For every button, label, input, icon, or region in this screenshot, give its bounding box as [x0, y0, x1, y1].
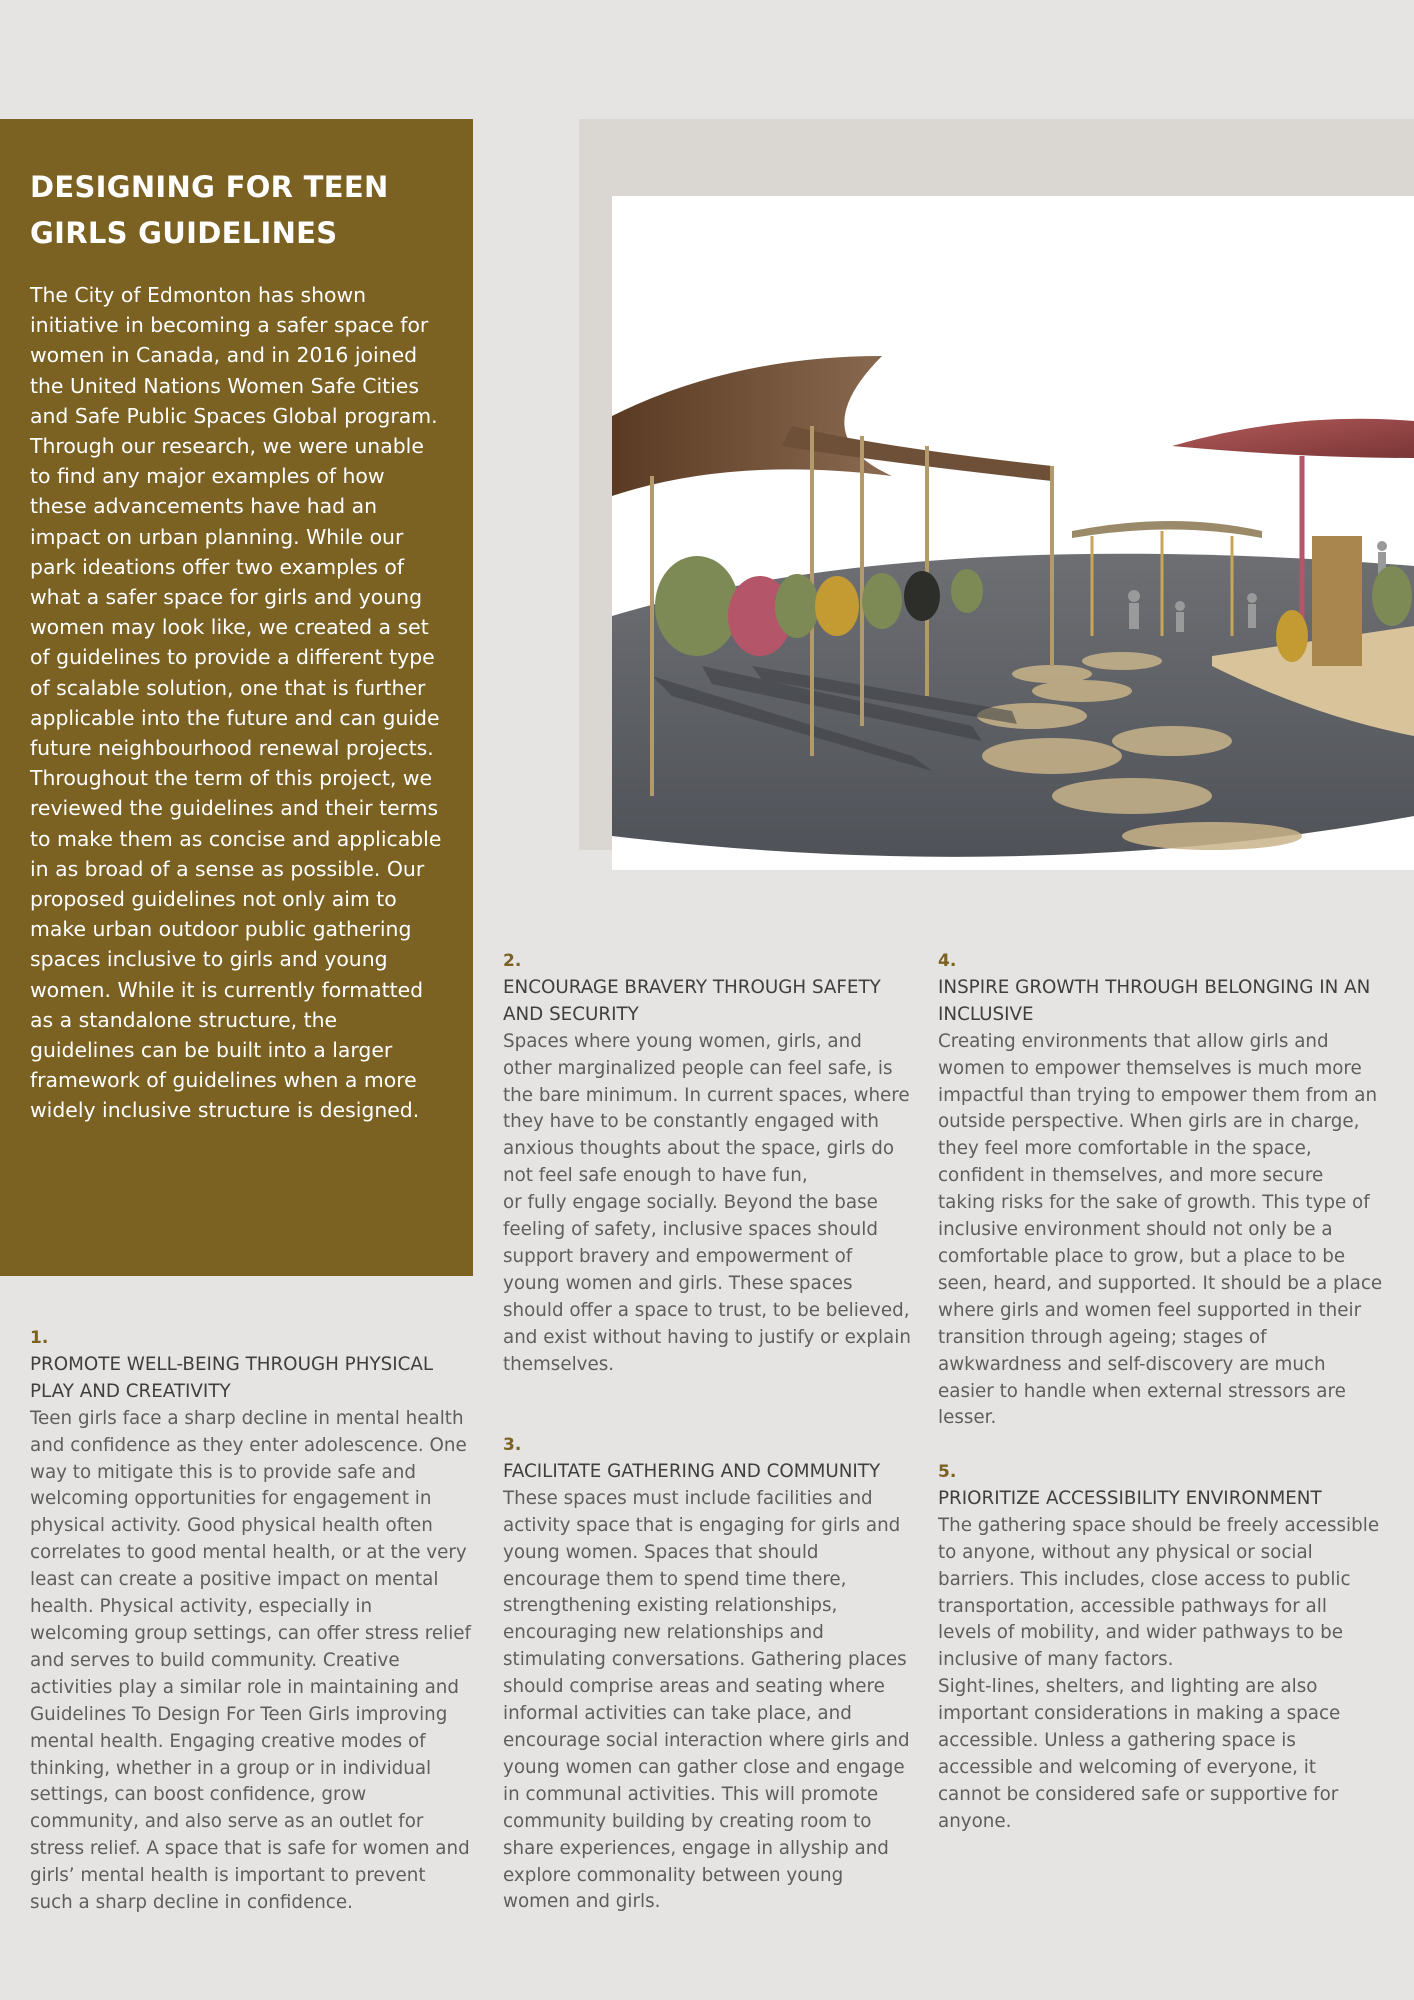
- guideline-1: [30, 1325, 472, 1917]
- guideline-heading: ENCOURAGE BRAVERY THROUGH SAFETY AND SECURITY: [503, 976, 881, 1025]
- park-rendering-illustration: [612, 196, 1414, 870]
- page-title: DESIGNING FOR TEEN GIRLS GUIDELINES: [30, 170, 389, 250]
- guideline-heading: PRIORITIZE ACCESSIBILITY ENVIRONMENT: [938, 1487, 1322, 1509]
- guideline-body: [503, 1486, 913, 1917]
- intro-paragraph: The City of Edmonton has shown initiative in becoming a safer space for women in Canada, and in 2016 joined the United Nations Women Safe Cities and Safe Public Spaces Global program. Through our research, we were unable to find any major examples of how these advancements have had an impact on urban planning. While our park ideations offer two examples of what a safer space for girls and young women may look like, we created a set of guidelines to provide a different type of scalable solution, one that is further applicable into the future and can guide future neighbourhood renewal projects. Throughout the term of this project, we reviewed the guidelines and their terms to make them as concise and applicable in as broad of a sense as possible. Our proposed guidelines not only aim to make urban outdoor public gathering spaces inclusive to girls and young women. While it is currently formatted as a standalone structure, the guidelines can be built into a larger framework of guidelines when a more widely inclusive structure is designed.: [30, 283, 442, 1123]
- guideline-paragraph: The gathering space should be freely accessible to anyone, without any physical or social barriers. This includes, close access to public transportation, accessible pathways for all levels of mobility, and wider pathways to be inclusive of many factors.: [938, 1514, 1380, 1671]
- guideline-number: 2.: [503, 951, 522, 971]
- guideline-heading: FACILITATE GATHERING AND COMMUNITY: [503, 1460, 881, 1482]
- guideline-body: [938, 1029, 1383, 1433]
- guideline-paragraph: Sight-lines, shelters, and lighting are also important considerations in making a space accessible. Unless a gathering space is accessible and welcoming of everyone, it cannot be considered safe or supportive for anyone.: [938, 1676, 1341, 1832]
- guideline-paragraph: Spaces where young women, girls, and other marginalized people can feel safe, is the bare minimum. In current spaces, where they have to be constantly engaged with anxious thoughts about the space, girls do not feel safe enough to have fun,: [503, 1030, 910, 1187]
- guideline-number: 5.: [938, 1462, 957, 1482]
- guideline-heading: PROMOTE WELL-BEING THROUGH PHYSICAL PLAY AND CREATIVITY: [30, 1353, 434, 1402]
- guideline-number: 3.: [503, 1435, 522, 1455]
- guideline-body: [503, 1029, 913, 1379]
- guideline-number: 1.: [30, 1328, 49, 1348]
- guideline-heading: INSPIRE GROWTH THROUGH BELONGING IN AN INCLUSIVE: [938, 976, 1371, 1025]
- guideline-2: [503, 948, 913, 1379]
- guideline-paragraph: Teen girls face a sharp decline in mental health and confidence as they enter adolescence. One way to mitigate this is to provide safe and welcoming opportunities for engagement in physical activity. Good physical health often correlates to good mental health, or at the very least can create a positive impact on mental health. Physical activity, especially in welcoming group settings, can offer stress relief and serves to build community. Creative activities play a similar role in maintaining and Guidelines To Design For Teen Girls improving mental health. Engaging creative modes of thinking, whether in a group or in individual settings, can boost confidence, grow community, and also serve as an outlet for stress relief. A space that is safe for women and girls’ mental health is important to prevent such a sharp decline in confidence.: [30, 1407, 471, 1914]
- guideline-number: 4.: [938, 951, 957, 971]
- intro-panel: [0, 119, 473, 1276]
- guideline-4: [938, 948, 1383, 1432]
- guideline-paragraph: or fully engage socially. Beyond the base feeling of safety, inclusive spaces should support bravery and empowerment of young women and girls. These spaces should offer a space to trust, to be believed, and exist without having to justify or explain themselves.: [503, 1192, 911, 1375]
- guideline-paragraph: These spaces must include facilities and activity space that is engaging for girls and young women. Spaces that should encourage them to spend time there, strengthening existing relationships, encouraging new relationships and stimulating conversations. Gathering places should comprise areas and seating where informal activities can take place, and encourage social interaction where girls and young women can gather close and engage in communal activities. This will promote community building by creating room to share experiences, engage in allyship and explore commonality between young women and girls.: [503, 1487, 910, 1913]
- guideline-body: [30, 1406, 472, 1917]
- guideline-body: [938, 1513, 1383, 1836]
- guideline-3: [503, 1432, 913, 1916]
- guideline-paragraph: Creating environments that allow girls and women to empower themselves is much more impactful than trying to empower them from an outside perspective. When girls are in charge, they feel more comfortable in the space, confident in themselves, and more secure taking risks for the sake of growth. This type of inclusive environment should not only be a comfortable place to grow, but a place to be seen, heard, and supported. It should be a place where girls and women feel supported in their transition through ageing; stages of awkwardness and self-discovery are much easier to handle when external stressors are lesser.: [938, 1030, 1383, 1429]
- guideline-5: [938, 1459, 1383, 1836]
- park-rendering-image: [612, 196, 1414, 870]
